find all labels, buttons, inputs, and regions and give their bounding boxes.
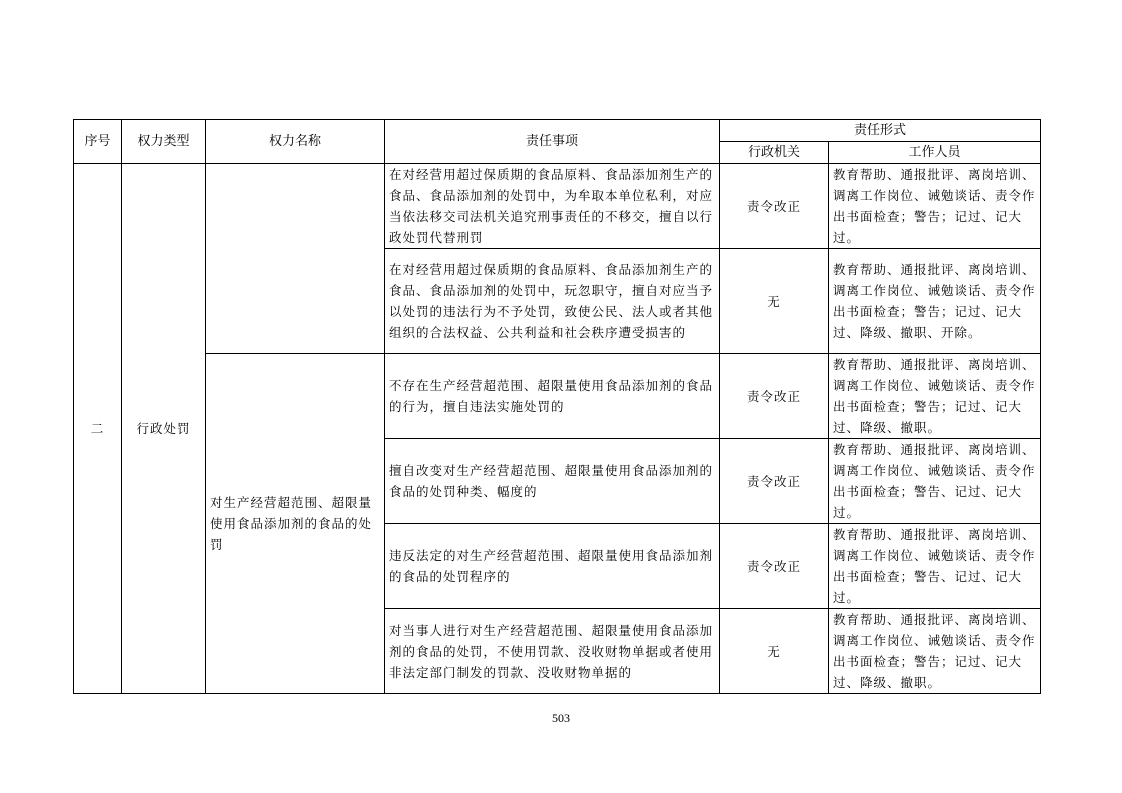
admin-org-cell: 责令改正 [720, 354, 829, 439]
header-staff: 工作人员 [829, 142, 1041, 164]
staff-cell: 教育帮助、通报批评、离岗培训、调离工作岗位、诫勉谈话、责令作出书面检查；警告、记过、记大过。 [829, 439, 1041, 524]
power-name-cell-1 [206, 164, 385, 354]
admin-org-cell: 责令改正 [720, 524, 829, 609]
header-duty-form: 责任形式 [720, 120, 1041, 142]
page-number: 503 [552, 711, 570, 725]
seq-cell: 二 [74, 164, 122, 694]
power-type-cell: 行政处罚 [122, 164, 206, 694]
duty-item-cell: 不存在生产经营超范围、超限量使用食品添加剂的食品的行为，擅自违法实施处罚的 [385, 354, 720, 439]
duty-item-cell: 在对经营用超过保质期的食品原料、食品添加剂生产的食品、食品添加剂的处罚中，为牟取本单位私利，对应当依法移交司法机关追究刑事责任的不移交，擅自以行政处罚代替刑罚 [385, 164, 720, 249]
staff-cell: 教育帮助、通报批评、离岗培训、调离工作岗位、诫勉谈话、责令作出书面检查；警告、记过、记大过。 [829, 524, 1041, 609]
table-row [74, 354, 1041, 439]
duty-item-cell: 在对经营用超过保质期的食品原料、食品添加剂生产的食品、食品添加剂的处罚中，玩忽职守，擅自对应当予以处罚的违法行为不予处罚，致使公民、法人或者其他组织的合法权益、公共利益和社会秩序遭受损害的 [385, 249, 720, 354]
responsibility-table [73, 119, 1041, 694]
duty-item-cell: 擅自改变对生产经营超范围、超限量使用食品添加剂的食品的处罚种类、幅度的 [385, 439, 720, 524]
power-name-cell-2: 对生产经营超范围、超限量使用食品添加剂的食品的处罚 [206, 354, 385, 694]
table-row [74, 164, 1041, 249]
staff-cell: 教育帮助、通报批评、离岗培训、调离工作岗位、诫勉谈话、责令作出书面检查；警告；记过、记大过、降级、撤职。 [829, 609, 1041, 694]
admin-org-cell: 责令改正 [720, 439, 829, 524]
header-power-name: 权力名称 [206, 120, 385, 164]
header-duty-item: 责任事项 [385, 120, 720, 164]
admin-org-cell: 无 [720, 609, 829, 694]
staff-cell: 教育帮助、通报批评、离岗培训、调离工作岗位、诫勉谈话、责令作出书面检查；警告；记过、记大过、降级、撤职。 [829, 354, 1041, 439]
duty-item-cell: 违反法定的对生产经营超范围、超限量使用食品添加剂的食品的处罚程序的 [385, 524, 720, 609]
header-power-type: 权力类型 [122, 120, 206, 164]
staff-cell: 教育帮助、通报批评、离岗培训、调离工作岗位、诫勉谈话、责令作出书面检查；警告；记过、记大过、降级、撤职、开除。 [829, 249, 1041, 354]
admin-org-cell: 无 [720, 249, 829, 354]
header-seq: 序号 [74, 120, 122, 164]
duty-item-cell: 对当事人进行对生产经营超范围、超限量使用食品添加剂的食品的处罚，不使用罚款、没收财物单据或者使用非法定部门制发的罚款、没收财物单据的 [385, 609, 720, 694]
header-admin-org: 行政机关 [720, 142, 829, 164]
admin-org-cell: 责令改正 [720, 164, 829, 249]
staff-cell: 教育帮助、通报批评、离岗培训、调离工作岗位、诫勉谈话、责令作出书面检查；警告；记过、记大过。 [829, 164, 1041, 249]
